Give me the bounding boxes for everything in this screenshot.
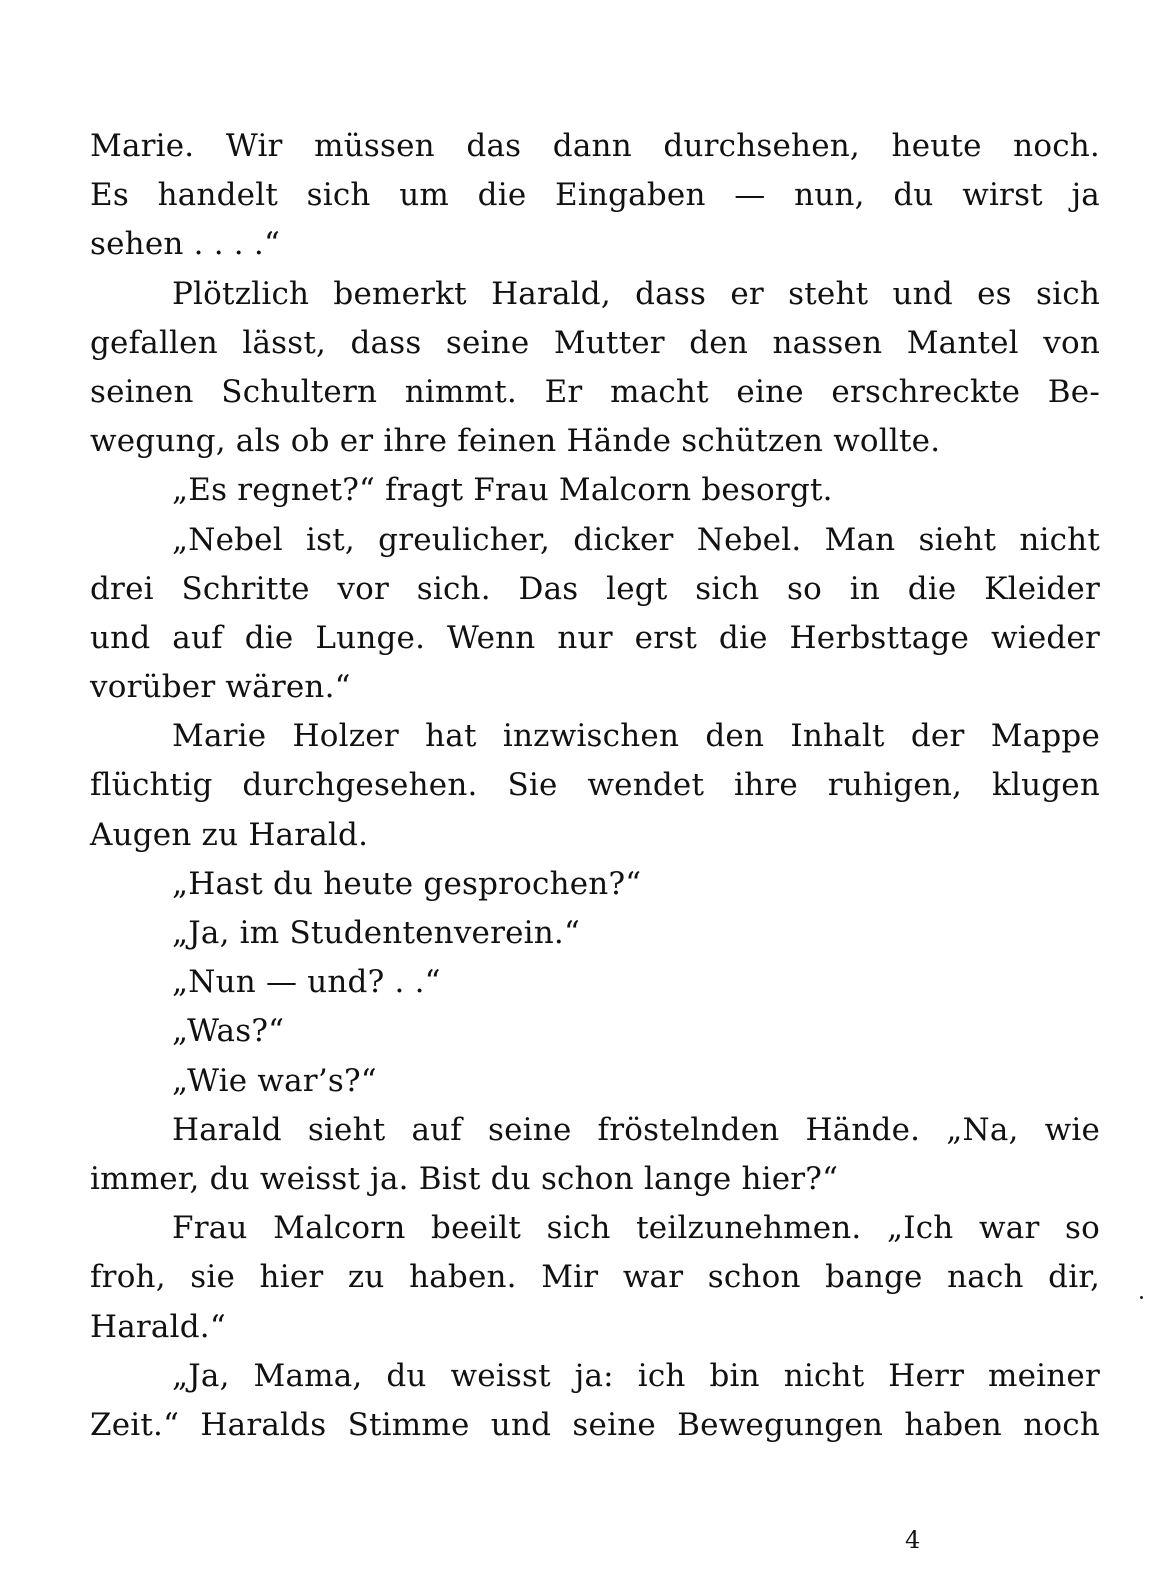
text-line: immer, du weisst ja. Bist du schon lange hier?“ [90,1160,839,1197]
text-line: Augen zu Harald. [90,816,369,853]
text-line: seinen Schultern nimmt. Er macht eine erschreckte Be- [90,373,1100,410]
dialogue-line: „Ja, im Studentenverein.“ [172,915,581,951]
text-line: flüchtig durchgesehen. Sie wendet ihre ruhigen, klugen [90,767,1100,804]
text-line: sehen . . . .“ [90,226,281,263]
text-line: drei Schritte vor sich. Das legt sich so in die Kleider [90,570,1100,607]
text-line: wegung, als ob er ihre feinen Hände schützen wollte. [90,423,941,460]
text-line: Marie. Wir müssen das dann durchsehen, heute noch. [90,128,1100,164]
text-line: „Ja, Mama, du weisst ja: ich bin nicht Herr meiner [172,1357,1100,1394]
text-line: Harald sieht auf seine fröstelnden Hände. „Na, wie [172,1111,1100,1148]
text-line: froh, sie hier zu haben. Mir war schon bange nach dir, [90,1259,1100,1296]
dialogue-line: „Hast du heute gesprochen?“ [172,865,642,902]
dialogue-line: „Wie war’s?“ [172,1062,377,1099]
text-line: Harald.“ [90,1308,226,1345]
print-speck [1140,1296,1143,1299]
text-line: gefallen lässt, dass seine Mutter den nassen Mantel von [90,324,1100,361]
dialogue-line: „Nun — und? . .“ [172,964,441,1001]
dialogue-line: „Was?“ [172,1013,285,1050]
text-line: „Es regnet?“ fragt Frau Malcorn besorgt. [172,472,833,509]
text-line: „Nebel ist, greulicher, dicker Nebel. Man sieht nicht [172,521,1100,558]
text-line: Zeit.“ Haralds Stimme und seine Bewegungen haben noch [90,1406,1100,1443]
text-line: Frau Malcorn beeilt sich teilzunehmen. „Ich war so [172,1210,1100,1247]
text-line: Plötzlich bemerkt Harald, dass er steht und es sich [172,275,1100,312]
signature-mark: 4 [905,1526,921,1554]
text-line: Marie Holzer hat inzwischen den Inhalt der Mappe [172,718,1100,755]
text-line: vorüber wären.“ [90,669,351,706]
text-line: und auf die Lunge. Wenn nur erst die Herbsttage wieder [90,619,1100,656]
page-body [90,122,1100,1450]
text-line: Es handelt sich um die Eingaben — nun, du wirst ja [90,177,1100,214]
